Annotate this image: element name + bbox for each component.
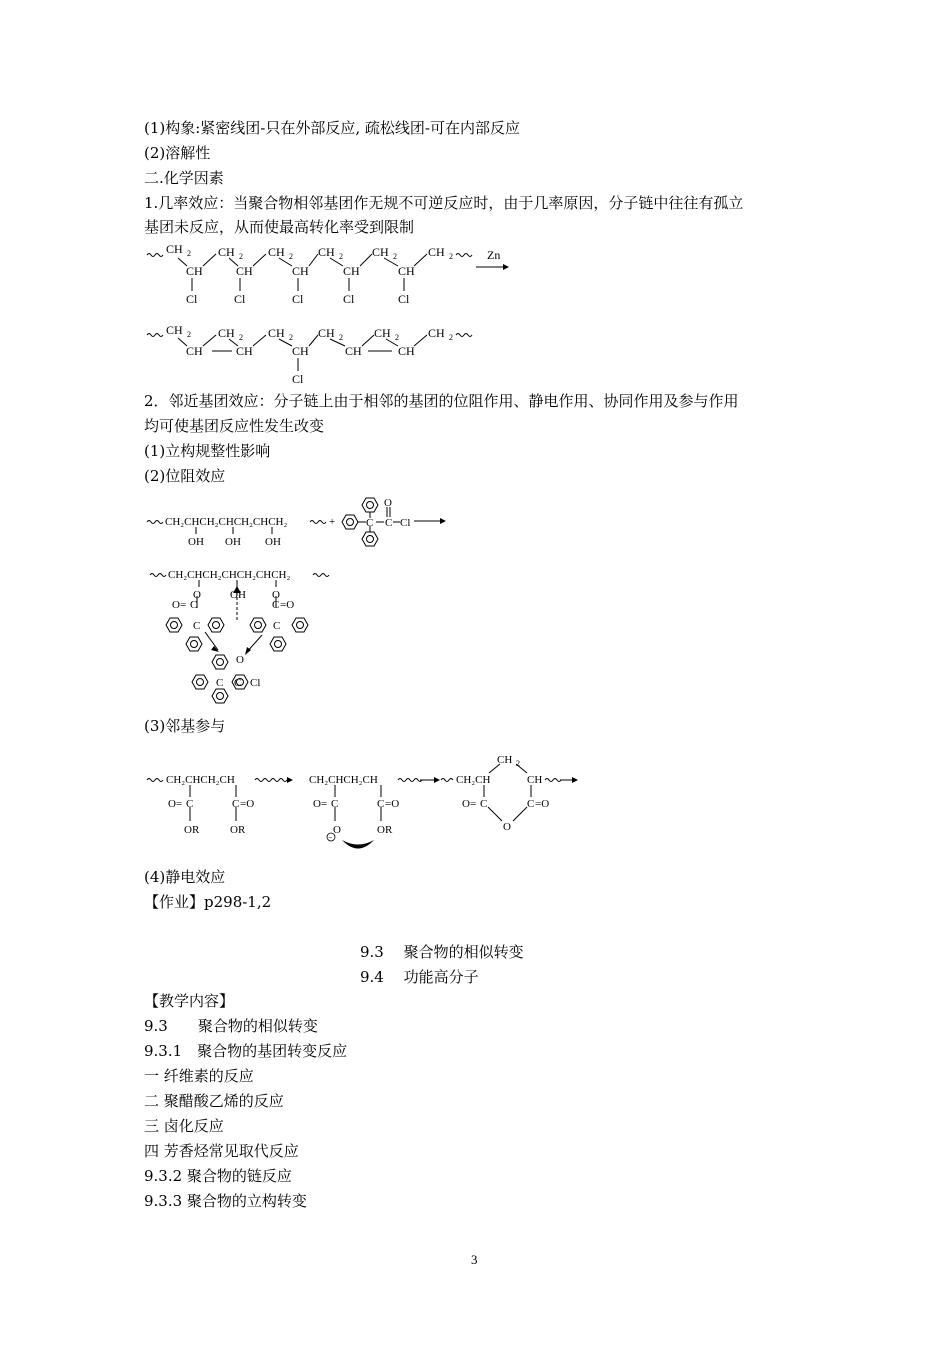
ch-label: CH <box>398 264 415 278</box>
cl-label: Cl <box>186 292 198 306</box>
sub-label: 2 <box>187 249 191 258</box>
pvc-chain-top <box>147 242 509 306</box>
text-line-conformation: (1)构象:紧密线团-只在外部反应, 疏松线团-可在内部反应 <box>144 119 520 137</box>
text-line-stereoregularity: (1)立构规整性影响 <box>144 442 271 460</box>
sub-label: 2 <box>393 252 397 261</box>
oxygen-label: O <box>333 824 341 836</box>
wavy-bond <box>147 779 163 782</box>
wavy-bond <box>313 574 329 577</box>
carbon-label: C <box>216 677 224 689</box>
toc-pva: 二 聚醋酸乙烯的反应 <box>144 1092 284 1110</box>
carbon-label: C <box>272 599 280 611</box>
reaction-arrow-head <box>440 518 446 524</box>
wavy-bond <box>147 254 163 257</box>
sub-label: 2 <box>289 333 293 342</box>
carbon-label: C <box>385 517 393 529</box>
text-line-neighboring-group-effect-cont: 均可使基团反应性发生改变 <box>144 417 325 435</box>
text-line-steric-effect: (2)位阻效应 <box>144 467 226 485</box>
wavy-bond <box>398 779 422 782</box>
oxygen-label: O <box>193 589 201 601</box>
zn-label: Zn <box>487 248 501 262</box>
ch2-label: CH <box>318 245 335 259</box>
neighboring-participation-scheme <box>0 745 952 855</box>
carbon-label: C <box>193 620 201 632</box>
ch-label: CH <box>343 264 360 278</box>
sub-label: 2 <box>289 252 293 261</box>
oxygen-label: O <box>384 497 392 509</box>
polymer-chain-label: CH₂CH <box>456 774 491 786</box>
toc-aromatic-substitution: 四 芳香烃常见取代反应 <box>144 1142 299 1160</box>
page-number: 3 <box>471 1252 478 1267</box>
pvc-zinc-scheme <box>0 238 952 388</box>
carbon-label: C <box>190 599 198 611</box>
wavy-bond <box>545 779 561 782</box>
wavy-bond <box>147 334 163 337</box>
ch-label: CH <box>186 344 203 358</box>
ch-label: CH <box>345 344 362 358</box>
reaction-arrow-head <box>572 777 578 783</box>
or-label: OR <box>230 824 246 836</box>
text-line-neighboring-participation: (3)邻基参与 <box>144 717 226 735</box>
homework-line: 【作业】p298-1,2 <box>144 893 272 911</box>
toc-9-3: 9.3 聚合物的相似转变 <box>144 1017 318 1035</box>
carbon-label: C <box>232 798 240 810</box>
wavy-bond <box>310 521 326 524</box>
carbon-label: C <box>527 798 535 810</box>
reaction-arrow-head <box>287 777 293 783</box>
ch2-label: CH <box>428 326 445 340</box>
wavy-bond <box>456 254 472 257</box>
text-line-probability-effect-cont: 基团未反应，从而使最高转化率受到限制 <box>144 218 415 236</box>
ch2-label: CH <box>372 245 389 259</box>
carbon-label: C <box>480 798 488 810</box>
oh-label: OH <box>188 536 204 548</box>
heading-9-4: 9.4 功能高分子 <box>360 968 479 986</box>
ch-label: CH <box>292 264 309 278</box>
steric-effect-scheme <box>0 490 952 705</box>
carbonyl-label: O= <box>172 599 187 611</box>
wavy-bond <box>150 574 166 577</box>
cl-label: Cl <box>250 677 261 689</box>
ch2-label: CH <box>166 323 183 337</box>
benzene-ring <box>342 498 444 546</box>
ch-label: CH <box>186 264 203 278</box>
polymer-chain-label: CH₂CHCH₂CH <box>309 774 378 786</box>
sub-label: 2 <box>339 333 343 342</box>
cl-label: Cl <box>292 292 304 306</box>
ch-label: CH <box>292 344 309 358</box>
oh-label: OH <box>265 536 281 548</box>
plus-sign: + <box>329 516 336 528</box>
ch-label: CH <box>527 774 543 786</box>
oxygen-label: O <box>236 654 244 666</box>
ch2-label: CH <box>318 326 335 340</box>
toc-9-3-3: 9.3.3 聚合物的立构转变 <box>144 1192 307 1210</box>
teaching-content-title: 【教学内容】 <box>144 992 235 1010</box>
carbonyl-label: =O <box>240 798 255 810</box>
wavy-bond <box>441 779 453 782</box>
text-line-neighboring-group-effect: 2．邻近基团效应：分子链上由于相邻的基团的位阻作用、静电作用、协同作用及参与作用 <box>144 392 739 410</box>
pvc-chain-bottom <box>147 323 472 386</box>
toc-9-3-2: 9.3.2 聚合物的链反应 <box>144 1167 292 1185</box>
oxygen-label: O <box>272 589 280 601</box>
sub-label: 2 <box>339 252 343 261</box>
or-label: OR <box>377 824 393 836</box>
ch-label: CH <box>398 344 415 358</box>
wavy-bond <box>255 779 287 782</box>
ch2-label: CH <box>268 326 285 340</box>
ch-label: CH <box>236 264 253 278</box>
carbon-label: C <box>273 620 281 632</box>
wavy-bond <box>456 334 472 337</box>
text-line-electrostatic-effect: (4)静电效应 <box>144 868 226 886</box>
ch2-label: CH <box>497 754 513 766</box>
cl-label: Cl <box>400 517 411 529</box>
carbonyl-label: =O <box>385 798 400 810</box>
ch-label: CH <box>236 344 253 358</box>
carbonyl-label: =O <box>280 599 295 611</box>
sub-label: 2 <box>187 330 191 339</box>
carbonyl-label: =O <box>535 798 550 810</box>
carbon-label: C <box>186 798 194 810</box>
carbon-label: C <box>377 798 385 810</box>
curved-arrow-icon <box>342 840 374 849</box>
minus-label: − <box>328 833 333 842</box>
sub-label: 2 <box>395 333 399 342</box>
toc-cellulose: 一 纤维素的反应 <box>144 1067 254 1085</box>
ch2-label: CH <box>268 245 285 259</box>
cl-label: Cl <box>398 292 410 306</box>
carbonyl-label: O= <box>313 798 328 810</box>
cl-label: Cl <box>292 372 304 386</box>
ch2-label: CH <box>428 245 445 259</box>
toc-halogenation: 三 卤化反应 <box>144 1117 224 1135</box>
carbonyl-label: O= <box>462 798 477 810</box>
section-heading-chemical-factors: 二.化学因素 <box>144 169 224 187</box>
cl-label: Cl <box>343 292 355 306</box>
polymer-chain-label: CH₂CHCH₂CHCH₂CHCH₂ <box>165 516 288 528</box>
toc-9-3-1: 9.3.1 聚合物的基团转变反应 <box>144 1042 348 1060</box>
cl-label: Cl <box>234 292 246 306</box>
oh-label: OH <box>230 589 246 601</box>
sub-label: 2 <box>449 252 453 261</box>
or-label: OR <box>184 824 200 836</box>
carbonyl-label: O= <box>168 798 183 810</box>
sub-label: 2 <box>516 759 520 768</box>
ch2-label: CH <box>218 326 235 340</box>
wavy-bond <box>147 521 163 524</box>
oh-label: OH <box>225 536 241 548</box>
polymer-chain-label: CH₂CHCH₂CH <box>166 774 235 786</box>
sub-label: 2 <box>449 333 453 342</box>
carbon-label: C <box>366 517 374 529</box>
polymer-chain-label: CH₂CHCH₂CHCH₂CHCH₂ <box>168 569 291 581</box>
sub-label: 2 <box>239 333 243 342</box>
ch2-label: CH <box>218 245 235 259</box>
reaction-arrow-head <box>503 264 509 270</box>
carbon-label: C <box>234 677 242 689</box>
ch2-label: CH <box>374 326 391 340</box>
reaction-arrow-head <box>434 777 440 783</box>
sub-label: 2 <box>239 252 243 261</box>
text-line-probability-effect: 1.几率效应：当聚合物相邻基团作无规不可逆反应时，由于几率原因，分子链中往往有孤立 <box>144 194 744 212</box>
carbon-label: C <box>331 798 339 810</box>
heading-9-3: 9.3 聚合物的相似转变 <box>360 943 524 961</box>
ch2-label: CH <box>166 242 183 256</box>
text-line-solubility: (2)溶解性 <box>144 144 211 162</box>
oxygen-label: O <box>503 821 511 833</box>
